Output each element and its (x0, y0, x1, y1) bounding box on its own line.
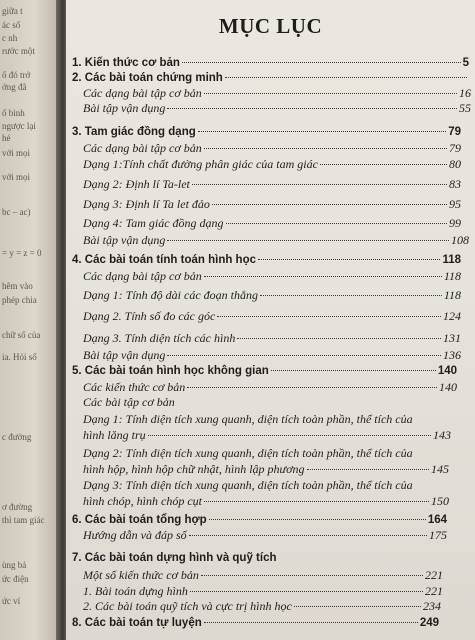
margin-fragment: c nh (2, 33, 18, 43)
toc-entry (72, 552, 447, 564)
dot-leader (260, 295, 442, 296)
toc-entry-label: Các kiến thức cơ bản (83, 380, 186, 394)
toc-entry-page: 5 (462, 57, 469, 69)
dot-leader (271, 370, 436, 371)
toc-entry-label: Dạng 1: Tính độ dài các đoạn thẳng (83, 288, 258, 302)
dot-leader (226, 223, 447, 224)
toc-entry-label: Các dạng bài tập cơ bản (83, 86, 202, 100)
toc-entry (83, 288, 461, 303)
toc-entry-label: 5. Các bài toán hình học không gian (72, 365, 269, 377)
margin-fragment: ức điện (2, 574, 29, 584)
toc-entry-label: Dạng 2. Tính số đo các góc (83, 309, 216, 323)
toc-entry (83, 216, 461, 231)
margin-fragment: chữ số của (2, 330, 41, 340)
toc-entry (83, 584, 443, 599)
toc-entry-label: Bài tập vận dụng (83, 348, 166, 362)
dot-leader (258, 259, 440, 260)
toc-entry (83, 101, 471, 116)
toc-entry-label: 2. Các bài toán quỹ tích và cực trị hình học (83, 599, 292, 613)
dot-leader (204, 93, 457, 94)
toc-entry-page: 145 (431, 462, 449, 476)
margin-fragment: c đường (2, 432, 32, 442)
toc-entry-page: 124 (443, 309, 461, 323)
toc-list (66, 0, 475, 640)
toc-entry-label: hình hộp, hình hộp chữ nhật, hình lập phương (83, 462, 305, 476)
margin-fragment: ơ đường (2, 502, 33, 512)
dot-leader (167, 108, 457, 109)
toc-entry (72, 254, 461, 266)
toc-entry (72, 126, 461, 138)
toc-entry-label: Dạng 2: Tính diện tích xung quanh, diện tích toàn phần, thể tích của (83, 446, 413, 460)
toc-entry-label: Hướng dẫn và đáp số (83, 528, 187, 542)
toc-entry (83, 157, 461, 172)
toc-entry (83, 233, 469, 248)
page-title: MỤC LỤC (218, 14, 323, 38)
dot-leader (204, 276, 442, 277)
toc-entry (83, 269, 461, 284)
margin-fragment: ùng bả (2, 560, 27, 570)
toc-entry (72, 72, 469, 84)
toc-entry (83, 197, 461, 212)
margin-fragment: ia. Hỏi số (2, 352, 37, 362)
toc-entry-page: 140 (439, 380, 457, 394)
toc-entry-label: 7. Các bài toán dựng hình và quỹ tích (72, 552, 277, 564)
toc-entry-label: Dạng 1:Tính chất đường phân giác của tam giác (83, 157, 318, 171)
toc-entry-page: 131 (443, 331, 461, 345)
margin-fragment: thì tam giác (2, 515, 45, 525)
toc-entry-page: 108 (451, 233, 469, 247)
toc-page (66, 0, 475, 640)
toc-entry-label: 2. Các bài toán chứng minh (72, 72, 223, 84)
toc-entry (83, 462, 449, 477)
toc-entry-label: hình chóp, hình chóp cụt (83, 494, 202, 508)
dot-leader (225, 77, 467, 78)
margin-fragment: ức ví (2, 596, 21, 606)
toc-entry (83, 177, 461, 192)
dot-leader (320, 164, 447, 165)
toc-entry-page: 221 (425, 584, 443, 598)
toc-entry-label: 8. Các bài toán tự luyện (72, 617, 202, 629)
margin-fragment: ác số (2, 20, 21, 30)
dot-leader (198, 131, 446, 132)
toc-entry-page: 79 (448, 126, 461, 138)
dot-leader (204, 622, 418, 623)
toc-entry-page: 79 (449, 141, 461, 155)
margin-fragment: hêm vào (2, 281, 33, 291)
toc-entry-page: 221 (425, 568, 443, 582)
toc-entry-page: 175 (429, 528, 447, 542)
dot-leader (217, 316, 441, 317)
toc-entry-label: 6. Các bài toán tổng hợp (72, 514, 207, 526)
toc-entry (72, 57, 469, 69)
dot-leader (189, 535, 427, 536)
margin-fragment: với mọi (2, 148, 31, 158)
toc-entry-label: 1. Kiến thức cơ bản (72, 57, 180, 69)
toc-entry (83, 428, 451, 443)
toc-entry-label: Dạng 3. Tính diện tích các hình (83, 331, 236, 345)
toc-entry (83, 141, 461, 156)
dot-leader (204, 501, 429, 502)
toc-entry-page: 95 (449, 197, 461, 211)
toc-entry (83, 331, 461, 346)
toc-entry (83, 494, 449, 509)
toc-entry-label: Dạng 3: Tính diện tích xung quanh, diện tích toàn phần, thể tích của (83, 478, 413, 492)
toc-entry-label: Dạng 3: Định lí Ta let đảo (83, 197, 210, 211)
toc-entry-page: 234 (423, 599, 441, 613)
toc-entry-label: Các bài tập cơ bản (83, 395, 175, 409)
toc-entry-label: 3. Tam giác đồng dạng (72, 126, 196, 138)
toc-entry (83, 348, 461, 363)
dot-leader (201, 575, 423, 576)
margin-fragment: = y = z = 0 (2, 248, 42, 258)
dot-leader (167, 355, 441, 356)
margin-fragment: giữa t (2, 6, 23, 16)
margin-fragment: hé (2, 133, 11, 143)
toc-entry-page: 55 (459, 101, 471, 115)
toc-entry-label: Bài tập vận dụng (83, 101, 166, 115)
dot-leader (307, 469, 430, 470)
dot-leader (294, 606, 421, 607)
toc-entry-label: Bài tập vận dụng (83, 233, 166, 247)
toc-entry-page: 164 (427, 514, 447, 526)
dot-leader (148, 435, 431, 436)
margin-fragment: ớng đã (2, 82, 27, 92)
toc-entry (83, 86, 471, 101)
toc-entry (72, 365, 457, 377)
toc-entry-label: hình lăng trụ (83, 428, 146, 442)
toc-entry-page: 143 (433, 428, 451, 442)
dot-leader (212, 204, 447, 205)
toc-entry-page: 140 (437, 365, 457, 377)
margin-fragment: ố bình (2, 108, 25, 118)
toc-entry (72, 617, 439, 629)
toc-entry (83, 528, 447, 543)
toc-entry (83, 309, 461, 324)
dot-leader (209, 519, 426, 520)
toc-entry-label: Các dạng bài tập cơ bản (83, 269, 202, 283)
toc-entry-page: 80 (449, 157, 461, 171)
toc-entry-label: Các dạng bài tập cơ bản (83, 141, 202, 155)
toc-entry-label: Dạng 2: Định lí Ta-let (83, 177, 190, 191)
left-page-edge (0, 0, 58, 640)
toc-entry-page: 99 (449, 216, 461, 230)
toc-entry-page: 150 (431, 494, 449, 508)
margin-fragment: bc – ac) (2, 207, 31, 217)
toc-entry-label: 4. Các bài toán tính toán hình học (72, 254, 257, 266)
margin-fragment: ngược lại (2, 121, 36, 131)
toc-entry-label: Một số kiến thức cơ bản (83, 568, 199, 582)
dot-leader (204, 148, 447, 149)
toc-entry-page: 118 (442, 254, 461, 266)
margin-fragment: rước một (2, 46, 35, 56)
dot-leader (182, 62, 461, 63)
dot-leader (237, 338, 441, 339)
dot-leader (187, 387, 437, 388)
toc-entry-page: 136 (443, 348, 461, 362)
margin-fragment: với mọi (2, 172, 31, 182)
toc-entry (83, 599, 441, 614)
toc-entry (83, 380, 457, 395)
toc-entry-label: Dạng 4: Tam giác đồng dạng (83, 216, 224, 230)
toc-entry-label: 1. Bài toán dựng hình (83, 584, 188, 598)
toc-entry-label: Dạng 1: Tính diện tích xung quanh, diện tích toàn phần, thể tích của (83, 412, 413, 426)
margin-fragment: ố đó trở (2, 70, 31, 80)
dot-leader (192, 184, 447, 185)
margin-fragment: phép chia (2, 295, 37, 305)
toc-entry (83, 568, 443, 583)
toc-entry-page: 83 (449, 177, 461, 191)
toc-entry-page: 118 (443, 269, 461, 283)
toc-entry (72, 514, 447, 526)
toc-entry-page: 118 (443, 288, 461, 302)
toc-entry-page: 16 (459, 86, 471, 100)
dot-leader (167, 240, 449, 241)
dot-leader (190, 591, 423, 592)
toc-entry-page: 249 (419, 617, 439, 629)
